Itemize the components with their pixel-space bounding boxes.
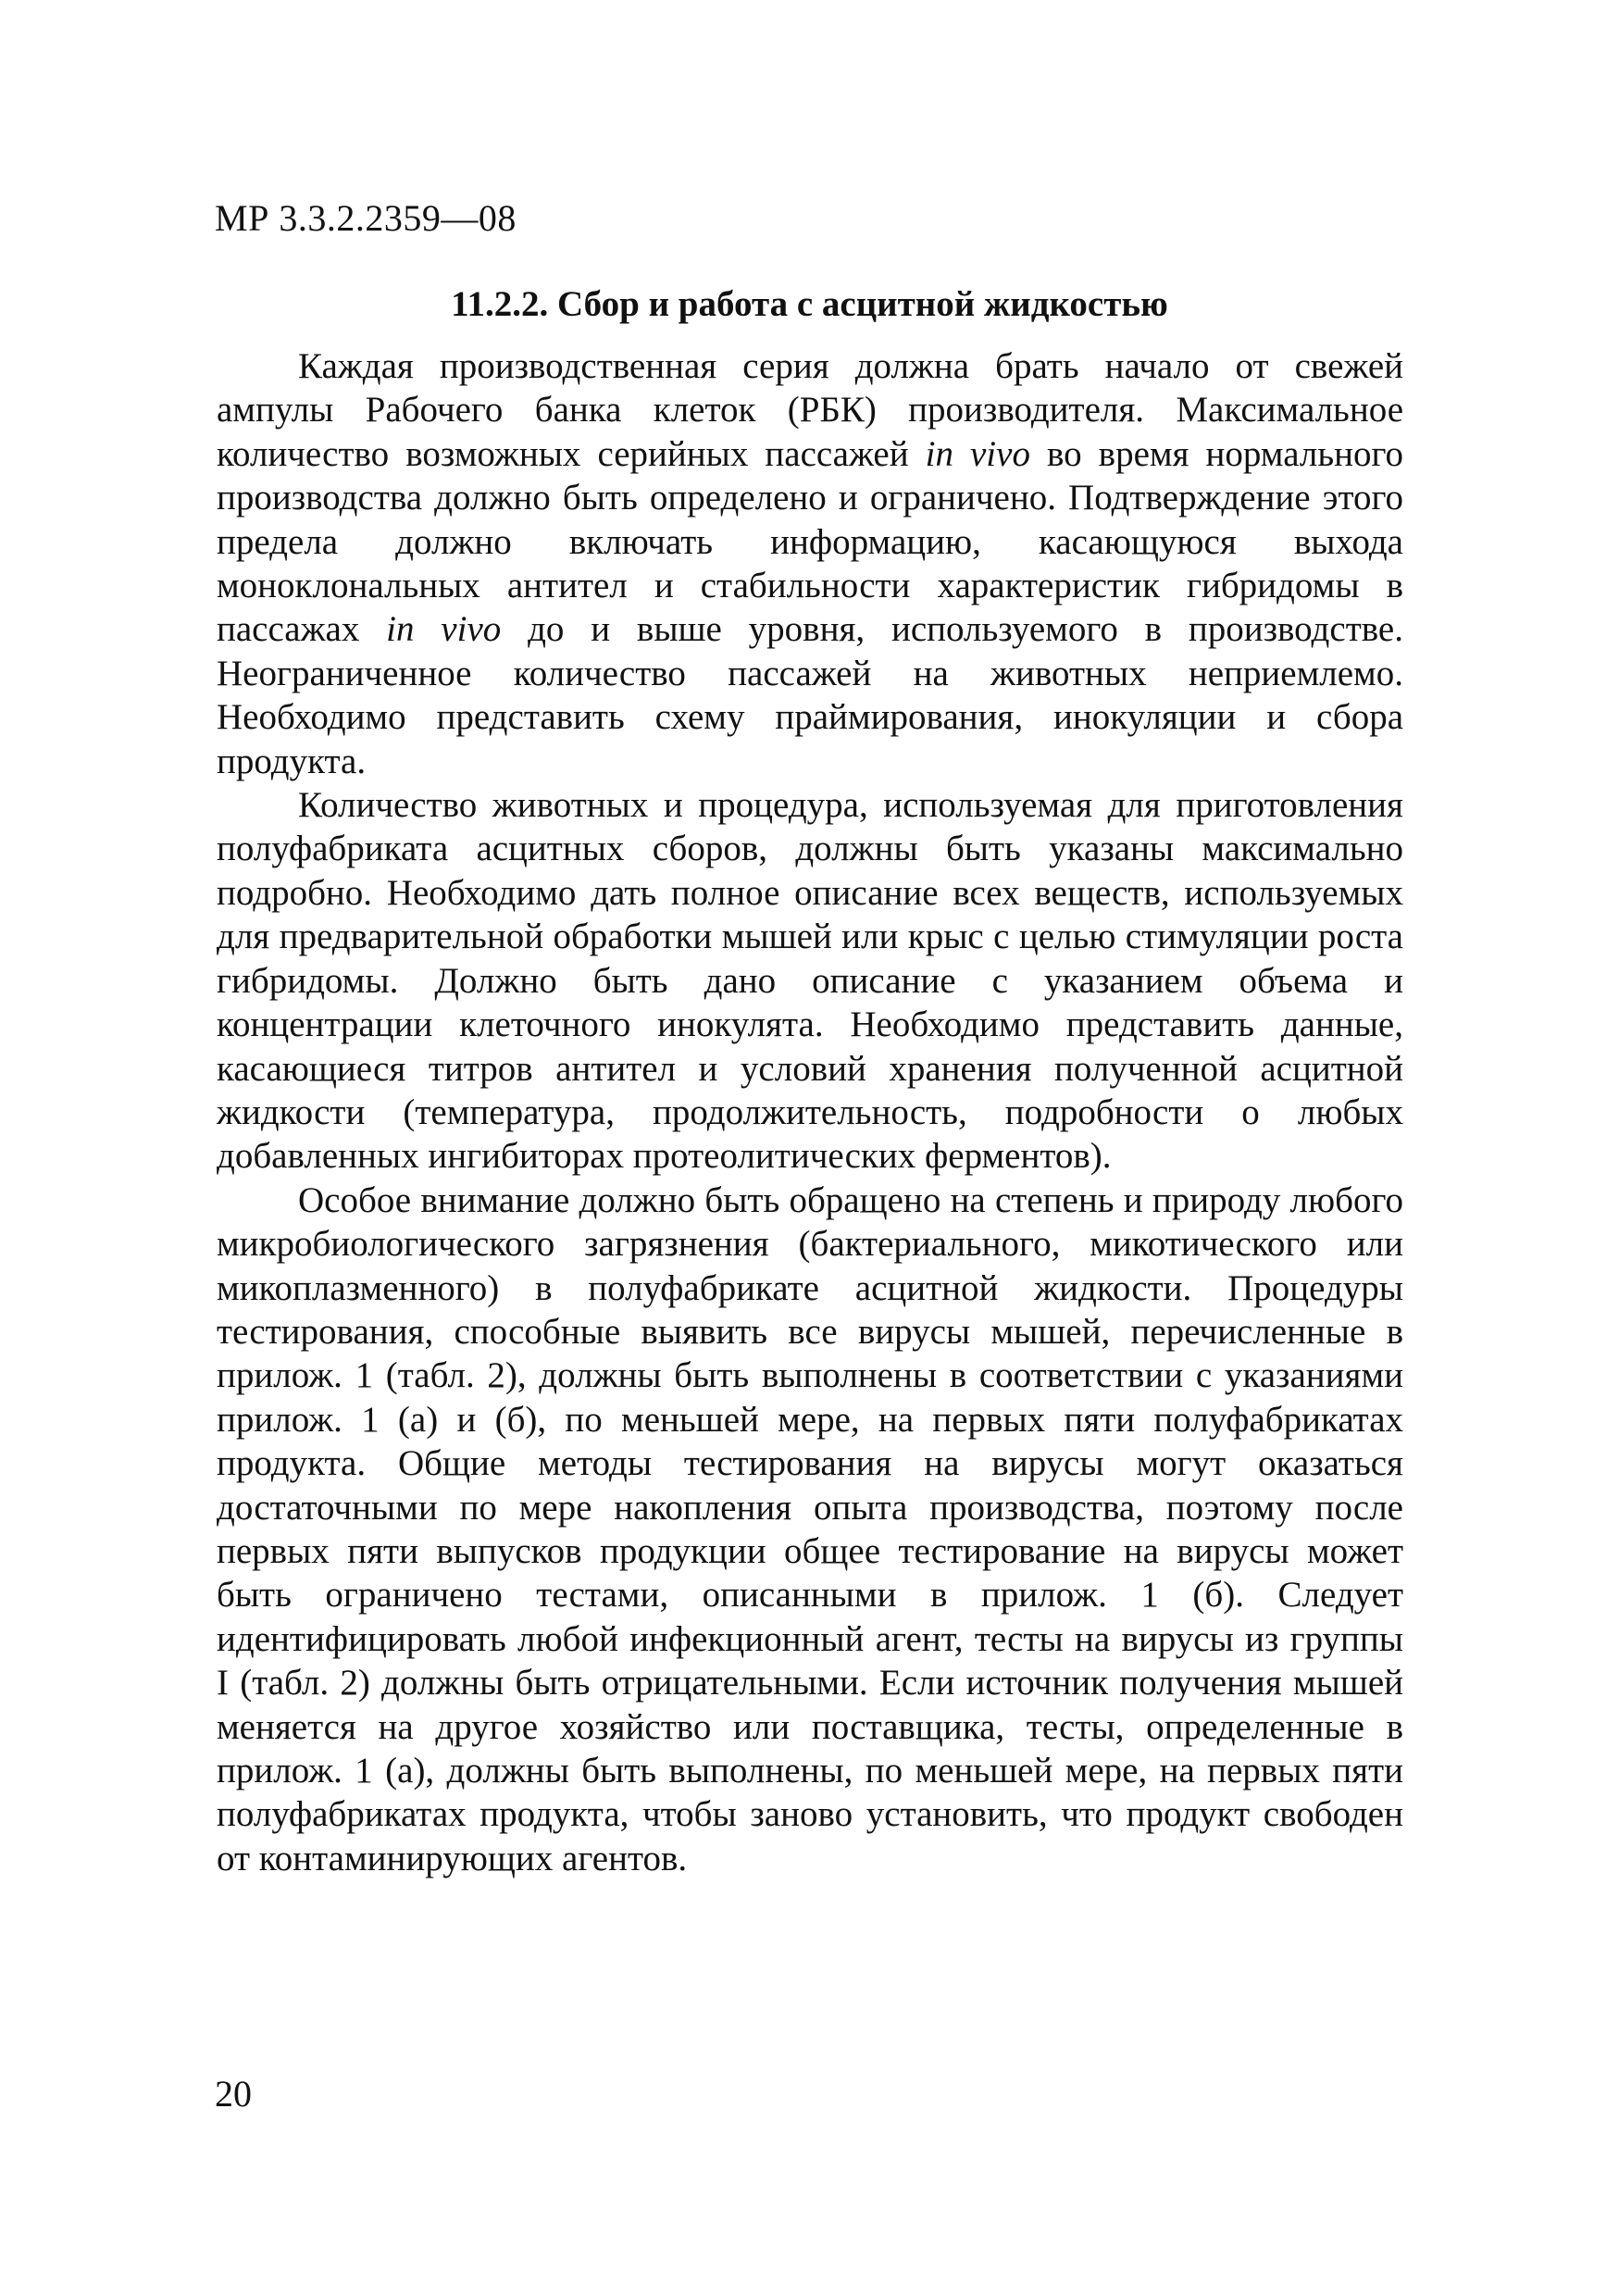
- italic-term: in vivo: [386, 609, 502, 650]
- page-number: 20: [215, 2073, 252, 2115]
- text-segment: до и выше уровня, используемого в производстве. Неограниченное количество пассажей на животных неприемлемо. Необходимо представить схему праймирования, инокуляции и сбора продукта.: [217, 609, 1403, 781]
- text-segment: во время нормального производства должно быть определено и ограничено. Подтверждение этого предела должно включать информацию, касающуюся выхода моноклональных антител и стабильности характеристик гибридомы в пассажах: [217, 433, 1404, 650]
- text-segment: Каждая производственная серия должна брать начало от свежей ампулы Рабочего банка клеток (РБК) производителя. Максимальное количество возможных серийных пассажей: [217, 346, 1403, 474]
- document-code: МР 3.3.2.2359—08: [215, 197, 517, 239]
- paragraph: [217, 1179, 1403, 1881]
- text-segment: Количество животных и процедура, используемая для приготовления полуфабриката асцитных сборов, должны быть указаны максимально подробно. Необходимо дать полное описание всех веществ, используемых для предварительной обработки мышей или крыс с целью стимуляции роста гибридомы. Должно быть дано описание с указанием объема и концентрации клеточного инокулята. Необходимо представить данные, касающиеся титров антител и условий хранения полученной асцитной жидкости (температура, продолжительность, подробности о любых добавленных ингибиторах протеолитических ферментов).: [217, 785, 1403, 1177]
- italic-term: in vivo: [925, 433, 1030, 474]
- text-segment: Особое внимание должно быть обращено на степень и природу любого микробиологического загрязнения (бактериального, микотического или микоплазменного) в полуфабрикате асцитной жидкости. Процедуры тестирования, способные выявить все вирусы мышей, перечисленные в прилож. 1 (табл. 2), должны быть выполнены в соответствии с указаниями прилож. 1 (а) и (б), по меньшей мере, на первых пяти полуфабрикатах продукта. Общие методы тестирования на вирусы могут оказаться достаточными по мере накопления опыта производства, поэтому после первых пяти выпусков продукции общее тестирование на вирусы может быть ограничено тестами, описанными в прилож. 1 (б). Следует идентифицировать любой инфекционный агент, тесты на вирусы из группы I (табл. 2) должны быть отрицательными. Если источник получения мышей меняется на другое хозяйство или поставщика, тесты, определенные в прилож. 1 (а), должны быть выполнены, по меньшей мере, на первых пяти полуфабрикатах продукта, чтобы заново установить, что продукт свободен от контаминирующих агентов.: [217, 1179, 1403, 1878]
- paragraph: [217, 344, 1403, 783]
- body-text: [217, 344, 1403, 1880]
- section-heading: 11.2.2. Сбор и работа с асцитной жидкостью: [451, 284, 1168, 324]
- paragraph: [217, 783, 1403, 1179]
